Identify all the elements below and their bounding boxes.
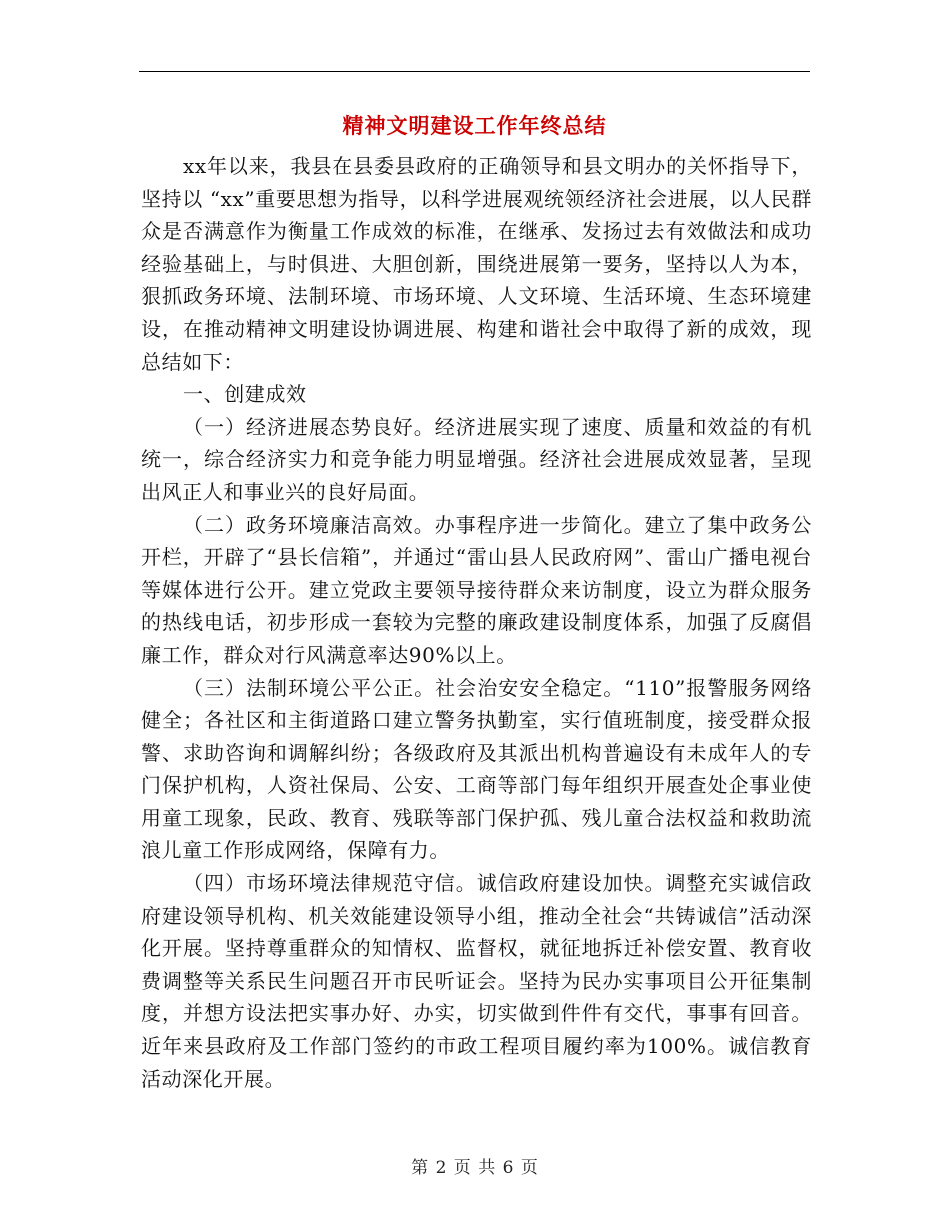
page-number-footer: 第 2 页 共 6 页 [411,1158,539,1178]
document-title: 精神文明建设工作年终总结 [342,114,607,138]
paragraph-government: （二）政务环境廉洁高效。办事程序进一步简化。建立了集中政务公开栏，开辟了“县长信箱”，并通过“雷山县人民政府网”、雷山广播电视台等媒体进行公开。建立党政主要领导接待群众来访制度，设立为群众服务的热线电话，初步形成一套较为完整的廉政建设制度体系，加强了反腐倡廉工作，群众对行风满意率达90%以上。 [141,512,812,667]
header-rule [139,71,810,72]
paragraph-economy: （一）经济进展态势良好。经济进展实现了速度、质量和效益的有机统一，综合经济实力和竞争能力明显增强。经济社会进展成效显著，呈现出风正人和事业兴的良好局面。 [141,414,812,504]
document-body [141,150,812,1095]
section-heading: 一、创建成效 [183,382,307,407]
paragraph-legal: （三）法制环境公平公正。社会治安安全稳定。“110”报警服务网络健全；各社区和主街道路口建立警务执勤室，实行值班制度，接受群众报警、求助咨询和调解纠纷；各级政府及其派出机构普遍设有未成年人的专门保护机构，人资社保局、公安、工商等部门每年组织开展查处企事业使用童工现象，民政、教育、残联等部门保护孤、残儿童合法权益和救助流浪儿童工作形成网络，保障有力。 [141,675,812,863]
paragraph-intro: xx年以来，我县在县委县政府的正确领导和县文明办的关怀指导下，坚持以 “xx”重要思想为指导，以科学进展观统领经济社会进展，以人民群众是否满意作为衡量工作成效的标准，在继承、发扬过去有效做法和成功经验基础上，与时俱进、大胆创新，围绕进展第一要务，坚持以人为本，狠抓政务环境、法制环境、市场环境、人文环境、生活环境、生态环境建设，在推动精神文明建设协调进展、构建和谐社会中取得了新的成效，现总结如下： [141,154,812,374]
paragraph-market: （四）市场环境法律规范守信。诚信政府建设加快。调整充实诚信政府建设领导机构、机关效能建设领导小组，推动全社会“共铸诚信”活动深化开展。坚持尊重群众的知情权、监督权，就征地拆迁补偿安置、教育收费调整等关系民生问题召开市民听证会。坚持为民办实事项目公开征集制度，并想方设法把实事办好、办实，切实做到件件有交代，事事有回音。近年来县政府及工作部门签约的市政工程项目履约率为100%。诚信教育活动深化开展。 [141,871,812,1091]
